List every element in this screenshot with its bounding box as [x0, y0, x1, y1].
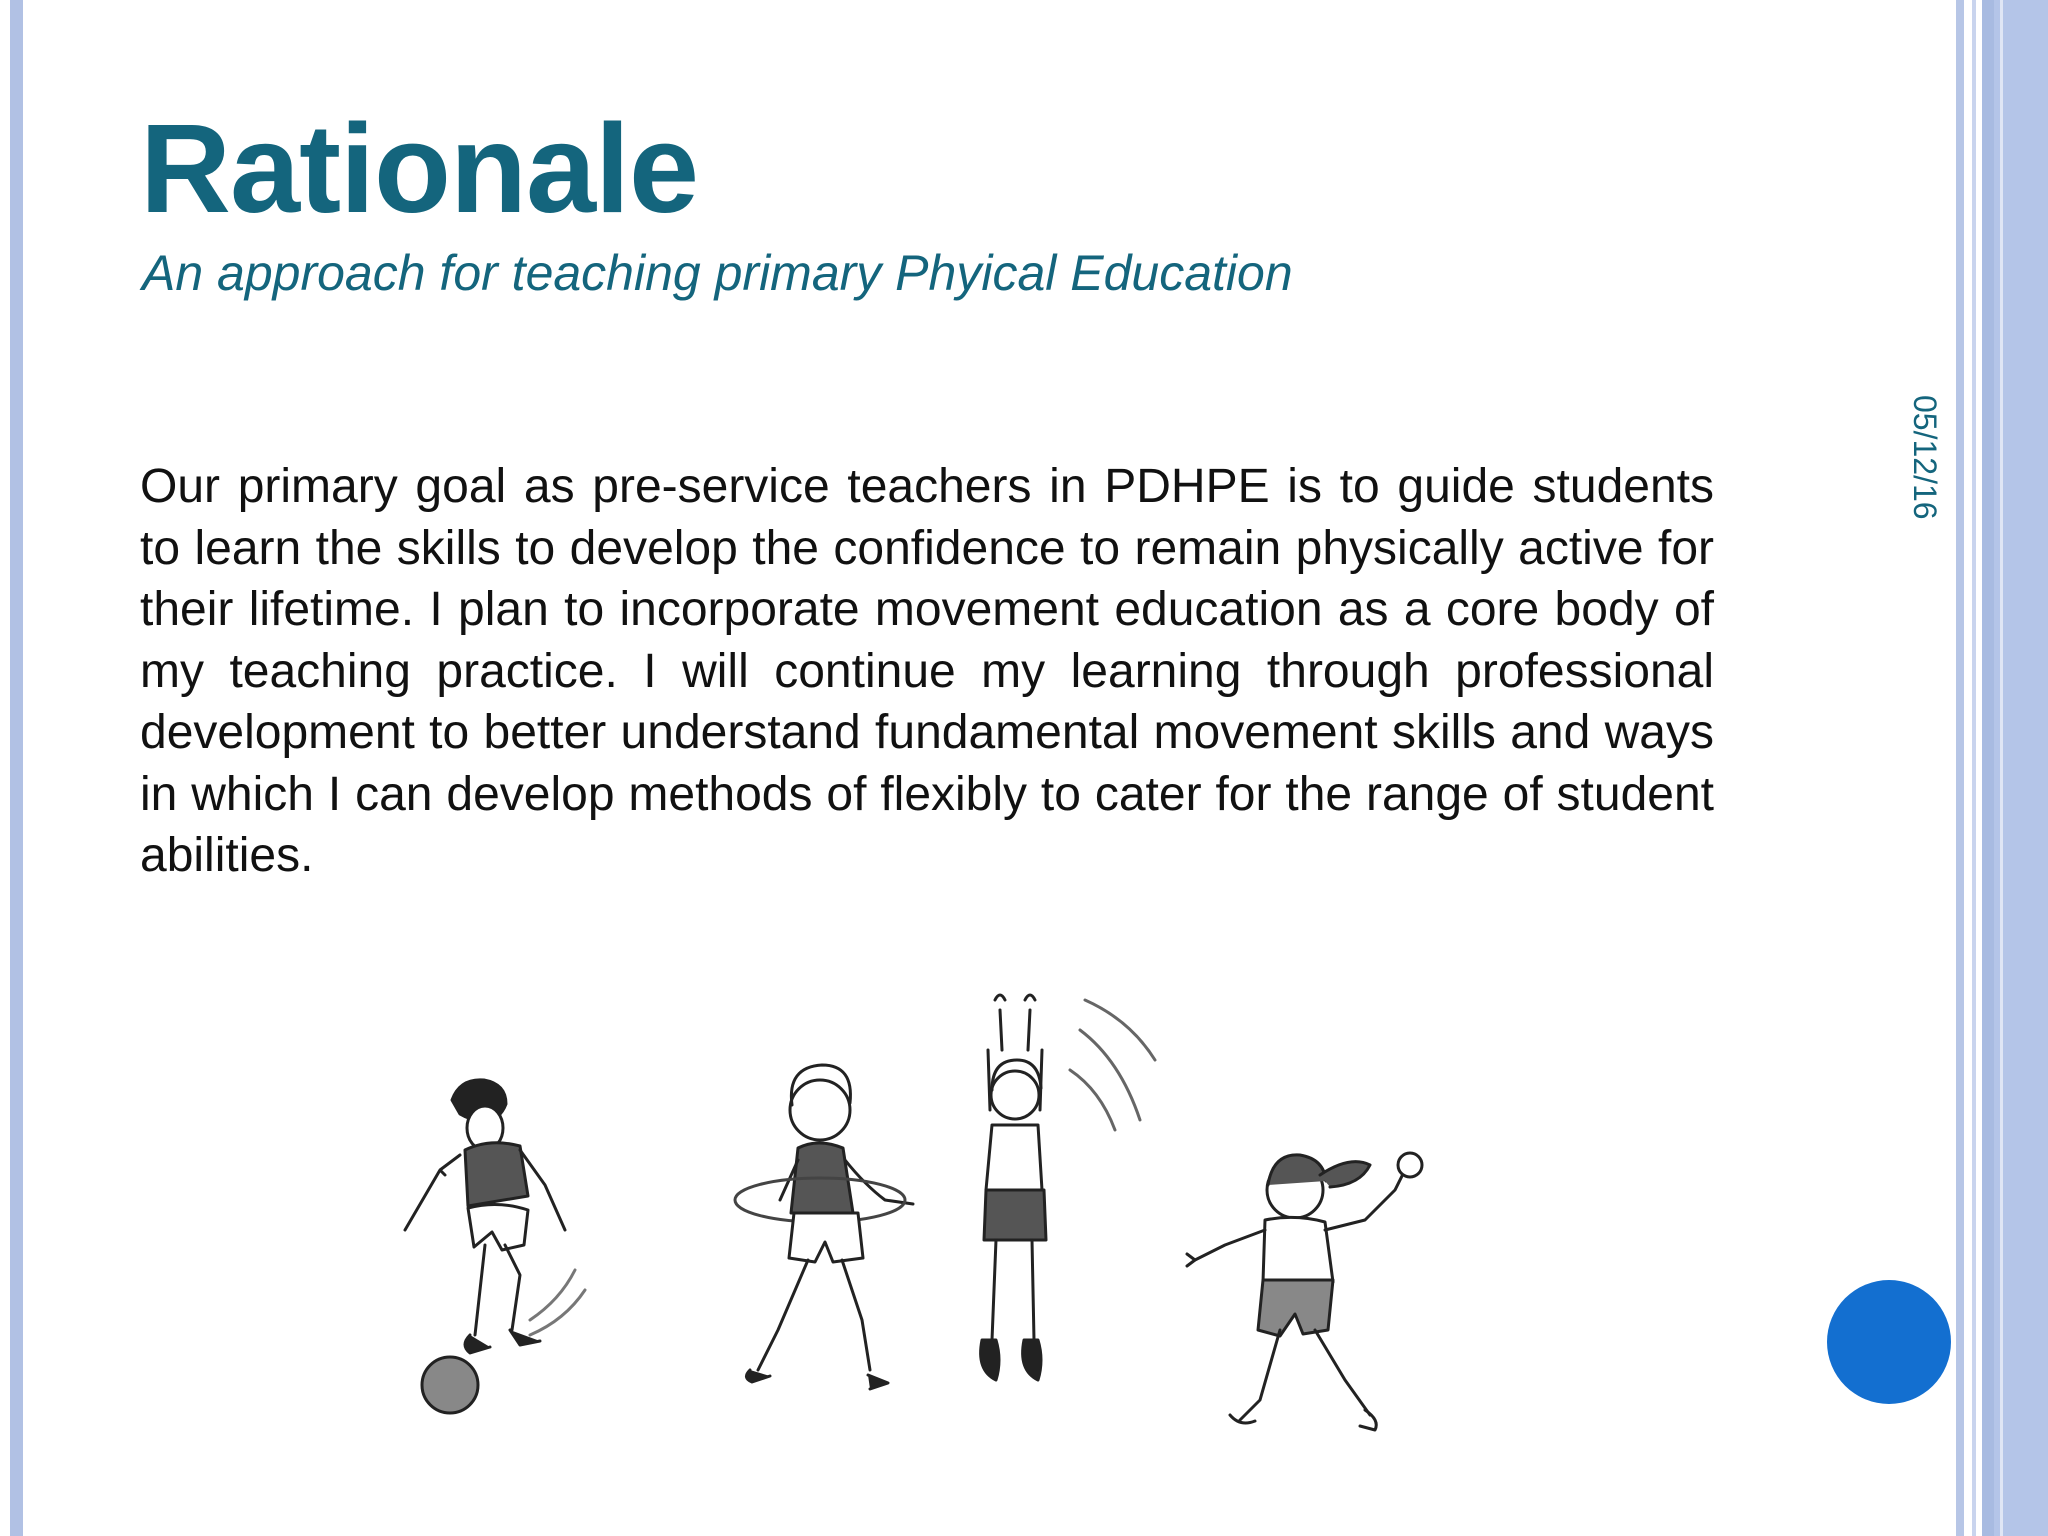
slide-subtitle: An approach for teaching primary Phyical Education: [142, 245, 1293, 301]
right-frame: [1956, 0, 2048, 1536]
throwing-child-icon: [1187, 1153, 1422, 1430]
slide-title: Rationale: [140, 98, 699, 239]
children-illustration: [380, 990, 1490, 1480]
accent-dot: [1827, 1280, 1951, 1404]
kicking-child-icon: [405, 1080, 585, 1413]
slide-date: 05/12/16: [1907, 395, 1943, 520]
jumping-child-icon: [981, 995, 1155, 1380]
body-paragraph: Our primary goal as pre-service teachers in PDHPE is to guide students to learn the skills to develop the confidence to remain physically active for their lifetime. I plan to incorporate movement education as a core body of my teaching practice. I will continue my learning through professional development to better understand fundamental movement skills and ways in which I can develop methods of flexibly to cater for the range of student abilities.: [140, 460, 1714, 882]
left-frame-bar: [10, 0, 23, 1536]
hula-hoop-child-icon: [735, 1065, 913, 1389]
